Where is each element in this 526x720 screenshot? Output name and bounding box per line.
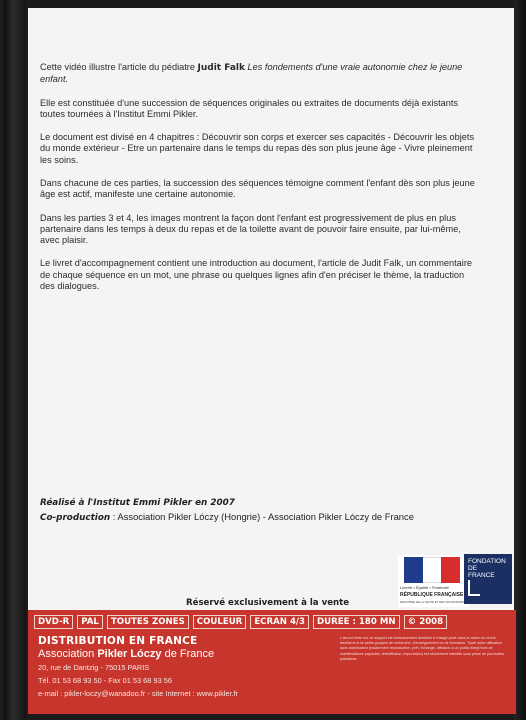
credits	[40, 497, 510, 525]
realise-credit: Réalisé à l'Institut Emmi Pikler en 2007	[40, 498, 235, 508]
technical-specs	[34, 614, 512, 630]
fondation-mark-icon	[468, 580, 480, 596]
spec-screen: ECRAN 4/3	[250, 615, 309, 629]
paragraph-3: Le document est divisé en 4 chapitres : Découvrir son corps et exercer ses capacités - Découvrir les objets du monde extérieur - Etre un partenaire dans le temps du repas dès son plus jeune âge - Vivre pleinement les soins.	[40, 132, 475, 165]
distribution-title: DISTRIBUTION EN FRANCE	[38, 635, 198, 647]
flag-icon	[404, 557, 460, 583]
fondation-de-france-logo: FONDATION DE FRANCE	[464, 554, 512, 604]
coproduction-credit: Co-production : Association Pikler Lóczy (Hongrie) - Association Pikler Lóczy de France	[40, 511, 414, 523]
paragraph-6: Le livret d'accompagnement contient une introduction au document, l'article de Judit Falk, un commentaire de chaque séquence en un mot, une phrase ou quelques lignes afin d'en préciser le thème, la traduction des dialogues.	[40, 258, 472, 291]
spec-duration: DUREE : 180 MN	[313, 615, 400, 629]
description	[40, 62, 480, 304]
republique-francaise-logo: Liberté • Égalité • Fraternité RÉPUBLIQUE FRANÇAISE MINISTÈRE DE LA SANTÉ ET DES SOLIDARITÉS	[398, 555, 470, 607]
distributor-name: Association Pikler Lóczy de France	[38, 648, 215, 660]
distributor-contact: e-mail : pikler-loczy@wanadoo.fr - site Internet : www.pikler.fr	[38, 689, 239, 698]
paragraph-1: Cette vidéo illustre l'article du pédiatre Judit Falk Les fondements d'une vraie autonomie chez le jeune enfant.	[40, 62, 463, 85]
case-spine	[4, 0, 26, 720]
legal-notice: L'œuvre fixée sur ce support est exclusivement destinée à l'usage privé dans le cadre du cercle familial et à de petits groupes de recherche, d'enseignement ou de formation. Toute autre utilisation sans autorisation (notamment reproduction, prêt, échange, diffusion à un public élargi hors de manifestations payantes, télédiffusion, importation) est strictement interdite sous peine de poursuites judiciaires.	[340, 636, 505, 661]
spec-zones: TOUTES ZONES	[107, 615, 189, 629]
distributor-phone: Tél. 01 53 68 93 50 - Fax 01 53 68 93 56	[38, 676, 172, 685]
spec-color: COULEUR	[193, 615, 247, 629]
paragraph-5: Dans les parties 3 et 4, les images montrent la façon dont l'enfant est progressivement de plus en plus partenaire dans les temps à deux du repas et de la toilette avant de pouvoir faire ensuite, par lui-même, avec plaisir.	[40, 212, 461, 245]
spec-copyright: © 2008	[404, 615, 448, 629]
article-title: Les fondements d'une vraie autonomie chez le jeune enfant.	[40, 62, 463, 85]
sale-notice: Réservé exclusivement à la vente	[186, 598, 350, 608]
distributor-address: 20, rue de Dantzig - 75015 PARIS	[38, 663, 150, 672]
author-name: Judit Falk	[197, 63, 245, 73]
spec-format: DVD-R	[34, 615, 73, 629]
spec-system: PAL	[77, 615, 103, 629]
paragraph-2: Elle est constituée d'une succession de séquences originales ou extraites de documents déjà existants toutes tournées à l'Institut Emmi Pikler.	[40, 97, 458, 119]
paragraph-4: Dans chacune de ces parties, la succession des séquences témoigne comment l'enfant dès son plus jeune âge est actif, manifeste une certaine autonomie.	[40, 177, 475, 200]
